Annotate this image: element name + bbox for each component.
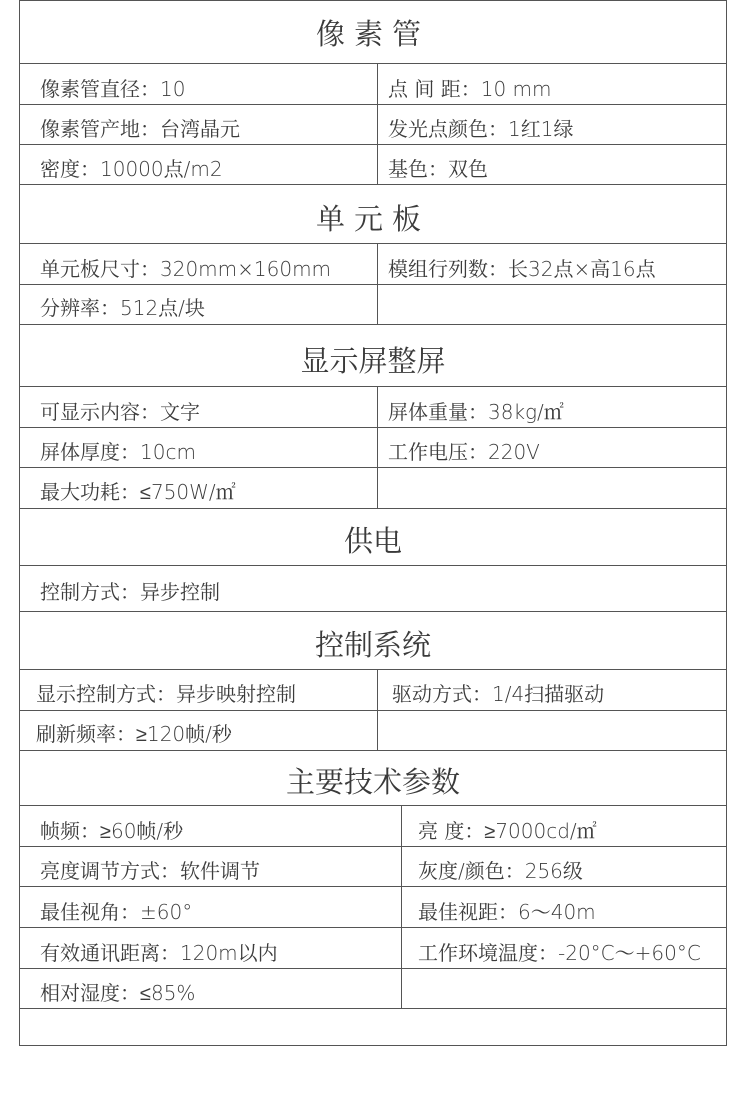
divider — [19, 886, 727, 887]
spec-cell: 像素管直径：10 — [40, 77, 186, 101]
spec-cell: 可显示内容：文字 — [40, 400, 200, 424]
spec-cell: 驱动方式：1/4扫描驱动 — [392, 682, 605, 706]
spec-cell: 最佳视角：±60° — [40, 900, 193, 924]
spec-cell: 工作环境温度：-20°C～+60°C — [418, 941, 701, 965]
spec-cell: 分辨率：512点/块 — [40, 296, 205, 320]
spec-cell: 灰度/颜色：256级 — [418, 859, 583, 883]
divider — [19, 1008, 727, 1009]
divider — [19, 467, 727, 468]
divider — [19, 284, 727, 285]
section-title-power: 供电 — [343, 524, 402, 558]
divider — [19, 508, 727, 509]
section-title-main-params: 主要技术参数 — [285, 765, 460, 799]
divider — [19, 565, 727, 566]
spec-cell: 刷新频率：≥120帧/秒 — [36, 722, 232, 746]
spec-cell: 最佳视距：6～40m — [418, 900, 596, 924]
divider — [19, 184, 727, 185]
divider — [19, 63, 727, 64]
section-title-unit-board: 单元板 — [315, 202, 430, 236]
spec-cell: 相对湿度：≤85% — [40, 981, 196, 1005]
spec-cell: 亮度调节方式：软件调节 — [40, 859, 260, 883]
column-divider — [401, 805, 402, 1008]
spec-cell: 帧频：≥60帧/秒 — [40, 819, 184, 843]
divider — [19, 927, 727, 928]
spec-cell: 工作电压：220V — [388, 440, 540, 464]
divider — [19, 427, 727, 428]
divider — [19, 750, 727, 751]
divider — [19, 710, 727, 711]
column-divider — [377, 243, 378, 324]
divider — [19, 144, 727, 145]
spec-cell: 亮 度：≥7000cd/㎡ — [418, 819, 597, 843]
spec-cell: 点 间 距：10 mm — [388, 77, 552, 101]
section-title-pixel-tube: 像素管 — [315, 17, 430, 51]
spec-cell: 密度：10000点/m2 — [40, 157, 223, 181]
column-divider — [377, 386, 378, 508]
spec-cell: 屏体重量：38kg/㎡ — [388, 400, 564, 424]
spec-cell: 控制方式：异步控制 — [40, 580, 220, 604]
spec-cell: 最大功耗：≤750W/㎡ — [40, 480, 236, 504]
divider — [19, 846, 727, 847]
divider — [19, 611, 727, 612]
column-divider — [377, 669, 378, 750]
divider — [19, 104, 727, 105]
divider — [19, 669, 727, 670]
spec-cell: 屏体厚度：10cm — [40, 440, 196, 464]
divider — [19, 243, 727, 244]
divider — [19, 968, 727, 969]
divider — [19, 324, 727, 325]
spec-cell: 发光点颜色：1红1绿 — [388, 117, 574, 141]
divider — [19, 386, 727, 387]
divider — [19, 805, 727, 806]
section-title-control: 控制系统 — [314, 628, 431, 662]
spec-cell: 模组行列数：长32点×高16点 — [388, 257, 656, 281]
spec-cell: 显示控制方式：异步映射控制 — [36, 682, 296, 706]
spec-cell: 像素管产地：台湾晶元 — [40, 117, 240, 141]
spec-cell: 单元板尺寸：320mm×160mm — [40, 257, 332, 281]
column-divider — [377, 63, 378, 184]
section-title-full-screen: 显示屏整屏 — [300, 344, 446, 378]
spec-cell: 有效通讯距离：120m以内 — [40, 941, 278, 965]
spec-cell: 基色：双色 — [388, 157, 488, 181]
